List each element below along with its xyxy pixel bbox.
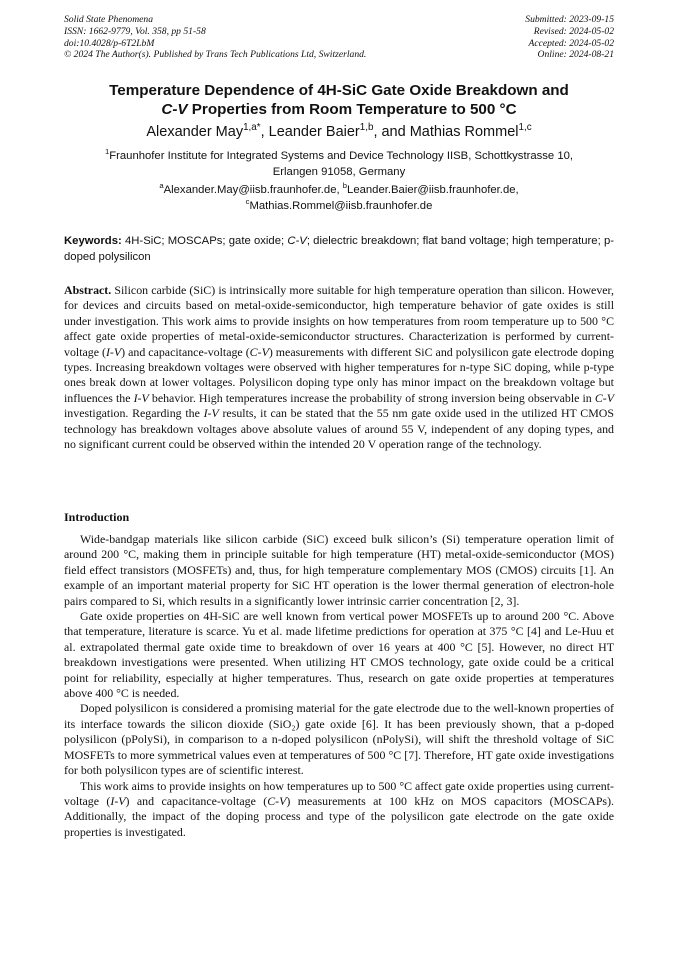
email-a[interactable]: Alexander.May@iisb.fraunhofer.de, (163, 184, 343, 196)
keywords-text-2: ; dielectric breakdown; flat band voltage; high temperature; p-doped polysilicon (64, 235, 614, 263)
email-line-1 (64, 183, 614, 199)
email-c[interactable]: Mathias.Rommel@iisb.fraunhofer.de (249, 199, 433, 212)
author-sep-2: , and (373, 124, 410, 140)
revised-date: Revised: 2024-05-02 (533, 25, 614, 37)
author-emails (64, 183, 614, 214)
author-sep-1: , (260, 124, 269, 140)
abstract-text-1: Silicon carbide (SiC) is intrinsically more suitable for high temperature operation than silicon. However, for devices and circuits based on metal-oxide-semiconductor, high temperature behavior of gate oxides is still under investigation. This work aims to provide insights on how temperatures from room temperature up to 500 °C affect gate oxide properties of metal-oxide-semiconductor structures. Characterization is performed by current-voltage ( (64, 283, 614, 359)
introduction-heading: Introduction (64, 510, 130, 524)
abstract-cv-2: C-V (594, 390, 615, 405)
affiliation (64, 149, 614, 180)
email-b[interactable]: Leander.Baier@iisb.fraunhofer.de, (347, 184, 519, 196)
online-date: Online: 2024-08-21 (537, 49, 614, 61)
author-2-sup: 1,b (359, 122, 374, 134)
title-line-2-rest: Properties from Room Temperature to 500 °C (187, 100, 517, 118)
author-2: Leander Baier (268, 124, 360, 140)
affiliation-sup: 1 (104, 147, 110, 157)
journal-header-left (64, 14, 366, 61)
email-a-sup: a (159, 181, 164, 191)
abstract-cv-1: C-V (249, 344, 269, 359)
keywords-cv: C-V (287, 235, 307, 247)
author-1: Alexander May (146, 124, 244, 140)
journal-name: Solid State Phenomena (64, 14, 153, 25)
intro-p4-text-2: ) and capacitance-voltage ( (125, 793, 268, 808)
email-c-sup: c (245, 196, 250, 206)
introduction-body (64, 532, 614, 840)
abstract-text-5: investigation. Regarding the (64, 406, 204, 421)
affiliation-line-1 (64, 149, 614, 165)
author-3: Mathias Rommel (409, 124, 519, 140)
title-cv: C-V (161, 100, 188, 118)
abstract-text-4: behavior. High temperatures increase the probability of strong inversion being observable in (148, 390, 595, 405)
intro-p4-text-1: This work aims to provide insights on how temperatures up to 500 °C affect gate oxide properties using current-voltage ( (64, 778, 614, 808)
intro-paragraph-3: Doped polysilicon is considered a promising material for the gate electrode due to the well-known properties of its interface towards the silicon dioxide (SiO₂) gate oxide [6]. It has been previously shown, that a p-doped polysilicon (pPolySi), in comparison to a n-doped polysilicon (nPolySi), will shift the threshold voltage of SiC MOSFETs to more symmetrical values even at temperatures of 500 °C [7]. Therefore, HT gate oxide investigations for both polysilicon types are of scientific interest. (64, 701, 614, 778)
abstract-text-3: ) measurements with different SiC and polysilicon gate electrode doping types. Increasing breakdown voltages were observed with higher temperatures for n-type SiC doping, while p-type ones break down at lower voltages. Polysilicon doping type only has minor impact on the breakdown voltage but influences the (64, 344, 614, 405)
accepted-date: Accepted: 2024-05-02 (528, 37, 614, 49)
abstract-text-2: ) and capacitance-voltage ( (121, 344, 250, 359)
journal-header-right (525, 14, 614, 61)
title-line-1: Temperature Dependence of 4H-SiC Gate Oxide Breakdown and (109, 82, 569, 99)
intro-paragraph-2: Gate oxide properties on 4H-SiC are well known from vertical power MOSFETs up to around 200 °C. Above that temperature, literature is scarce. Yu et al. made lifetime predictions for operation at 375 °C [4] and Le-Huu et al. extrapolated thermal gate oxide time to breakdown of over 16 years at 400 °C [5]. However, no direct HT breakdown investigations were presented. When utilizing HT CMOS technology, gate oxide could be a critical point for reliability, especially at higher temperatures. Thus, research on gate oxide properties at temperatures above 400 °C is needed. (64, 609, 614, 701)
author-list (64, 123, 614, 141)
affiliation-line-2: Erlangen 91058, Germany (272, 165, 406, 178)
intro-p4-text-3: ) measurements at 100 kHz on MOS capacitors (MOSCAPs). Additionally, the impact of the doping process and type of the polysilicon gate electrode on the gate oxide properties is investigated. (64, 793, 614, 839)
intro-paragraph-1: Wide-bandgap materials like silicon carbide (SiC) exceed bulk silicon’s (Si) temperature operation limit of around 200 °C, making them in principle suitable for high temperature (HT) metal-oxide-semiconductor (MOS) field effect transistors (MOSFETs) and, thus, for high temperature complementary MOS (CMOS) circuits [1]. An example of an important material property for SiC HT operation is the lower thermal generation of electron-hole pairs compared to Si, which results in a significantly lower intrinsic carrier concentration [2, 3]. (64, 532, 614, 608)
doi-line[interactable]: doi:10.4028/p-6T2LbM (64, 37, 155, 49)
affiliation-text-1: Fraunhofer Institute for Integrated Systems and Device Technology IISB, Schottkystrasse 10, (109, 150, 574, 162)
keywords-label: Keywords: (64, 235, 122, 247)
abstract-iv-3: I-V (203, 406, 219, 421)
email-line-2 (64, 196, 614, 215)
abstract-iv-2: I-V (133, 390, 149, 405)
issn-line: ISSN: 1662-9779, Vol. 358, pp 51-58 (64, 25, 206, 37)
title-line-2 (64, 101, 614, 120)
abstract-iv-1: I-V (105, 344, 122, 359)
intro-p4-iv: I-V (110, 793, 126, 808)
intro-paragraph-4 (64, 779, 614, 841)
abstract-label: Abstract. (64, 283, 112, 297)
abstract-text-6: results, it can be stated that the 55 nm gate oxide used in the utilized HT CMOS technology has breakdown voltages above absolute values of around 55 V, independent of any doping types, and no significant current could be observed within the intended 20 V operation range of the technology. (64, 406, 614, 452)
submitted-date: Submitted: 2023-09-15 (525, 14, 614, 25)
author-1-sup: 1,a* (243, 122, 261, 134)
intro-p4-cv: C-V (267, 793, 287, 808)
author-3-sup: 1,c (518, 122, 532, 134)
copyright-line: © 2024 The Author(s). Published by Trans Tech Publications Ltd, Switzerland. (64, 49, 367, 61)
abstract-block (64, 283, 614, 452)
keywords-text-1: 4H-SiC; MOSCAPs; gate oxide; (121, 235, 288, 247)
email-b-sup: b (342, 181, 348, 191)
keywords-block (64, 234, 614, 265)
paper-title (64, 82, 614, 119)
